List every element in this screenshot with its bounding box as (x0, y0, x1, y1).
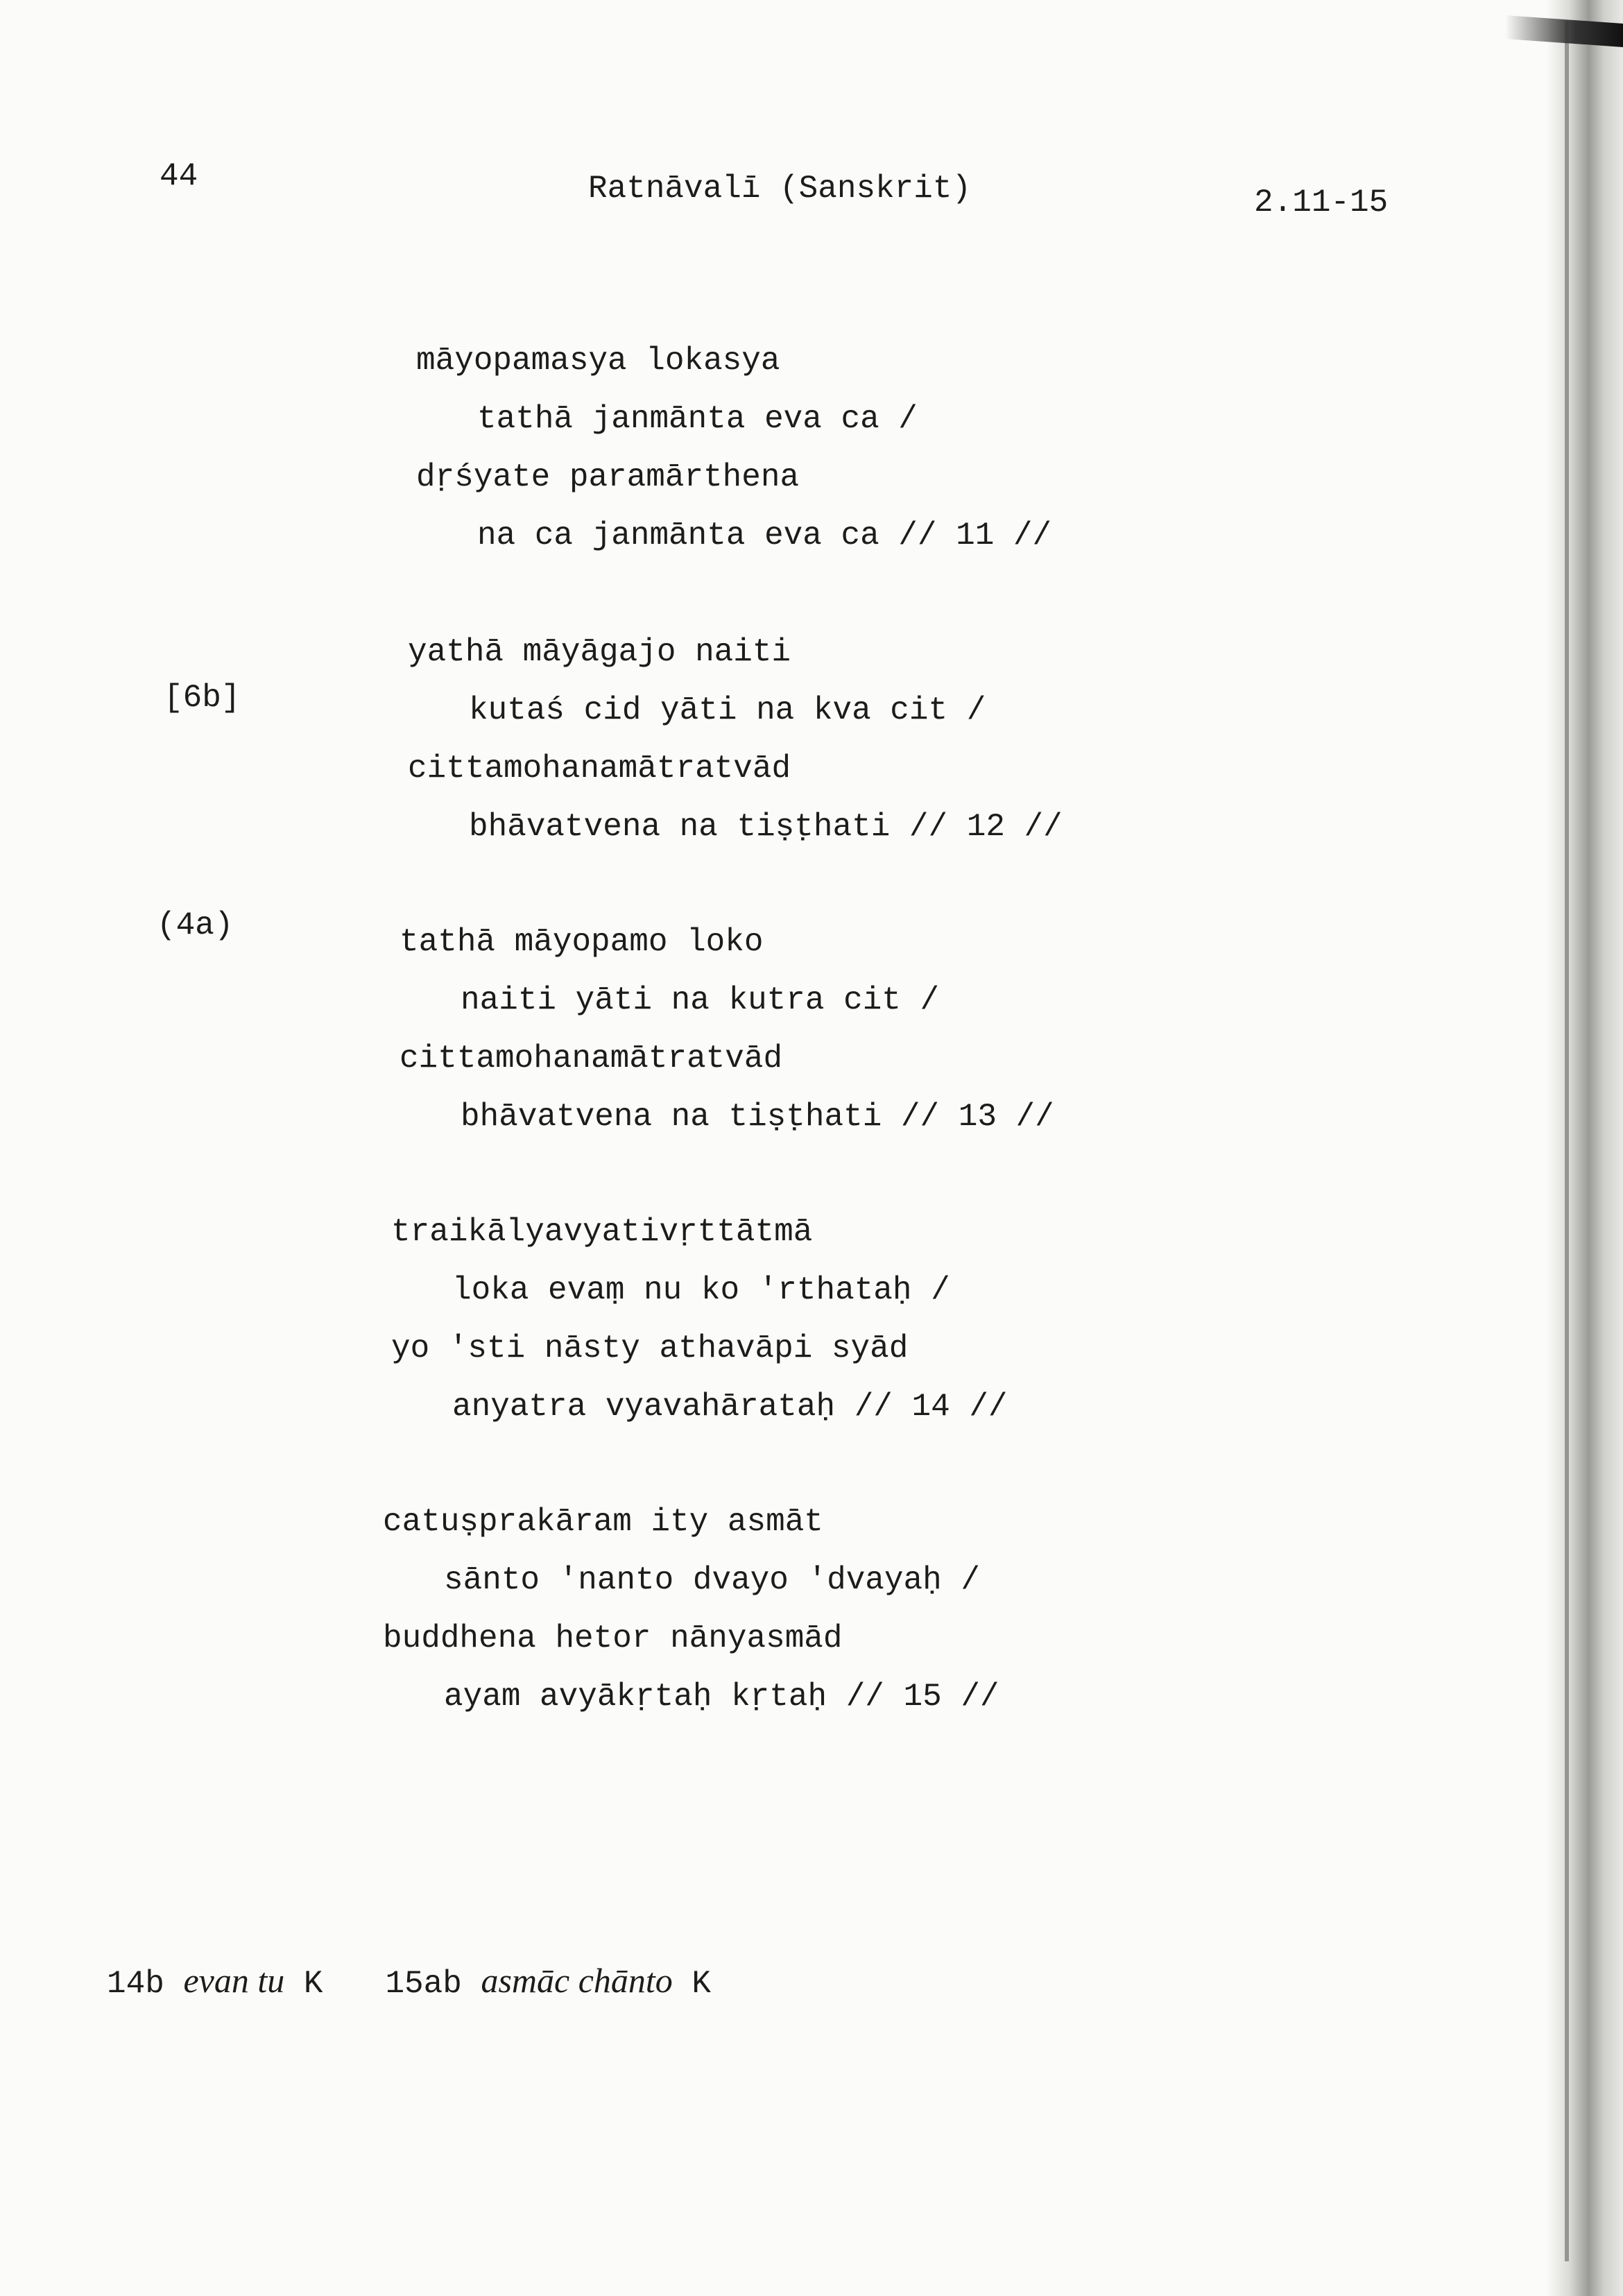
verse-line: catuṣprakāram ity asmāt (383, 1504, 823, 1540)
variant-ref: 15ab (385, 1966, 462, 2002)
verse-12 (408, 623, 1063, 856)
manuscript-folio-ref-6b: [6b] (164, 680, 241, 716)
verse-line: bhāvatvena na tiṣṭhati // 12 // (469, 809, 1063, 845)
verse-line: ayam avyākṛtaḥ kṛtaḥ // 15 // (444, 1679, 999, 1715)
manuscript-folio-ref-4a: (4a) (157, 907, 234, 943)
variant-reading: evan tu (183, 1961, 285, 2000)
verse-line: anyatra vyavahārataḥ // 14 // (452, 1389, 1008, 1425)
variant-ref: 14b (107, 1966, 164, 2002)
verse-line: loka evaṃ nu ko 'rthataḥ / (452, 1272, 950, 1308)
variant-readings-apparatus (107, 1960, 711, 2002)
verse-line: cittamohanamātratvād (408, 751, 791, 787)
verse-15 (383, 1493, 999, 1726)
verse-line: na ca janmānta eva ca // 11 // (477, 517, 1052, 554)
page-edge-shadow (1547, 0, 1623, 2296)
verse-line: naiti yāti na kutra cit / (461, 982, 940, 1018)
verse-13 (400, 913, 1054, 1146)
verse-line: yo 'sti nāsty athavāpi syād (391, 1330, 909, 1367)
verse-line: dṛśyate paramārthena (416, 459, 800, 495)
variant-siglum: K (692, 1966, 712, 2002)
verse-line: tathā māyopamo loko (400, 924, 764, 960)
page-edge-line (1565, 21, 1569, 2261)
verse-line: sānto 'nanto dvayo 'dvayaḥ / (444, 1562, 980, 1598)
page-number: 44 (160, 158, 198, 194)
running-title: Ratnāvalī (Sanskrit) (588, 171, 972, 207)
variant-siglum: K (303, 1966, 323, 2002)
verse-14 (391, 1203, 1008, 1436)
verse-line: bhāvatvena na tiṣṭhati // 13 // (461, 1099, 1054, 1135)
verse-line: buddhena hetor nānyasmād (383, 1620, 843, 1656)
verse-line: cittamohanamātratvād (400, 1040, 783, 1077)
verse-line: māyopamasya lokasya (416, 343, 780, 379)
verse-line: kutaś cid yāti na kva cit / (469, 692, 986, 728)
verse-line: traikālyavyativṛttātmā (391, 1214, 813, 1250)
verse-line: tathā janmānta eva ca / (477, 401, 918, 437)
variant-reading: asmāc chānto (481, 1961, 673, 2000)
section-reference: 2.11-15 (1254, 185, 1389, 221)
verse-line: yathā māyāgajo naiti (408, 634, 791, 670)
verse-11 (416, 332, 1051, 565)
